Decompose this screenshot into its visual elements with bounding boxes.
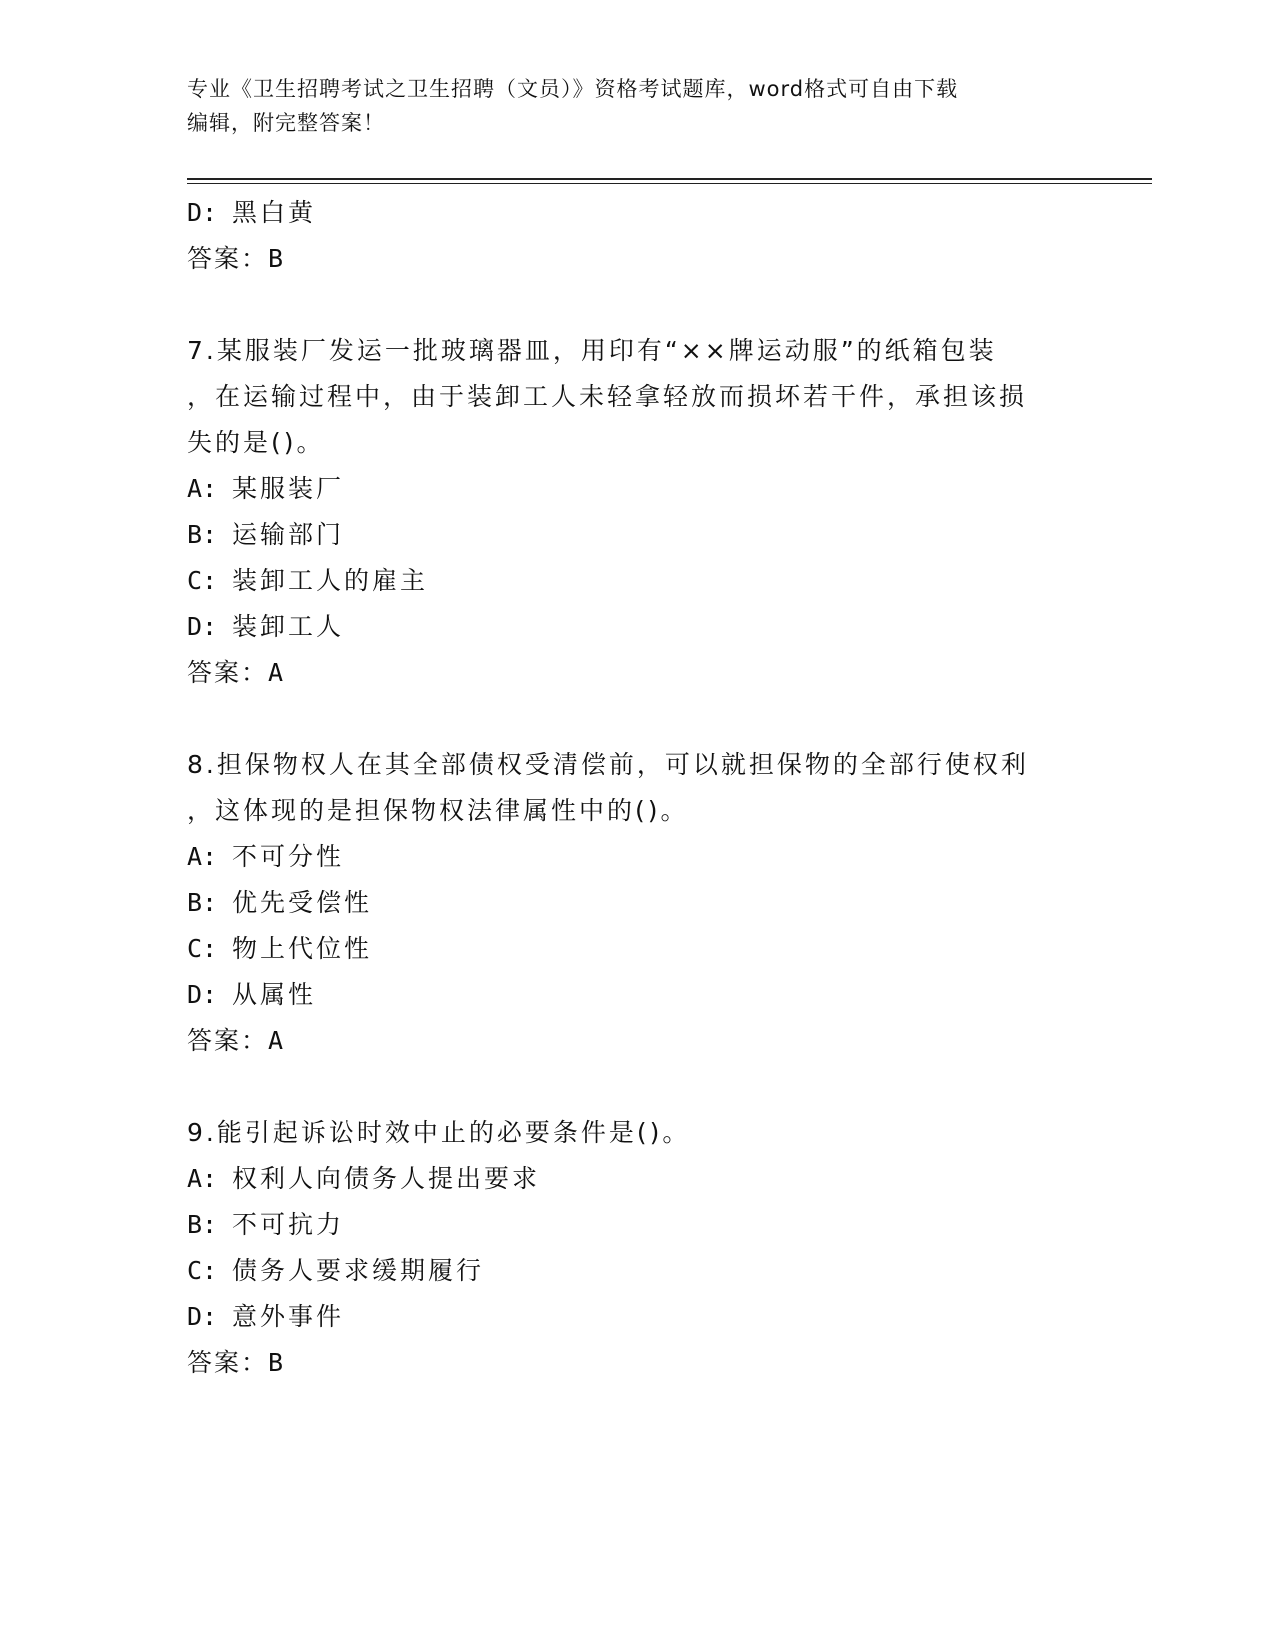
spacer [187, 282, 1087, 328]
option-row [187, 1294, 1087, 1340]
question-8 [187, 742, 1067, 834]
answer-label: 答案： [187, 1026, 269, 1055]
spacer [187, 1064, 1087, 1110]
option-row [187, 558, 1087, 604]
question-line: 失的是()。 [187, 428, 325, 457]
option-text: 优先受偿性 [232, 888, 373, 917]
option-key: D: [187, 198, 218, 227]
option-key: D: [187, 612, 218, 641]
option-row [187, 512, 1087, 558]
option-row [187, 1202, 1087, 1248]
question-7 [187, 328, 1067, 466]
option-key: C: [187, 566, 218, 595]
question-line: ，在运输过程中，由于装卸工人未轻拿轻放而损坏若干件，承担该损 [187, 382, 1028, 411]
option-row [187, 604, 1087, 650]
answer-row [187, 236, 1087, 282]
option-key: C: [187, 934, 218, 963]
option-text: 运输部门 [232, 520, 345, 549]
option-key: B: [187, 520, 218, 549]
option-row [187, 880, 1087, 926]
option-key: A: [187, 842, 218, 871]
option-text: 黑白黄 [232, 198, 317, 227]
page-header [187, 72, 1067, 140]
option-text: 债务人要求缓期履行 [232, 1256, 485, 1285]
option-row [187, 1156, 1087, 1202]
option-key: A: [187, 1164, 218, 1193]
spacer [187, 696, 1087, 742]
header-rule-thin [187, 183, 1152, 184]
option-text: 意外事件 [232, 1302, 345, 1331]
question-content [187, 190, 1087, 1386]
option-row [187, 834, 1087, 880]
option-key: B: [187, 1210, 218, 1239]
answer-label: 答案： [187, 1348, 269, 1377]
question-line: 9.能引起诉讼时效中止的必要条件是()。 [187, 1118, 691, 1147]
header-line-2: 编辑，附完整答案！ [187, 111, 385, 135]
question-line: ，这体现的是担保物权法律属性中的()。 [187, 796, 689, 825]
option-text: 物上代位性 [232, 934, 373, 963]
option-row [187, 972, 1087, 1018]
option-text: 不可抗力 [232, 1210, 345, 1239]
option-text: 权利人向债务人提出要求 [232, 1164, 541, 1193]
answer-label: 答案： [187, 658, 269, 687]
question-9 [187, 1110, 1067, 1156]
option-key: D: [187, 1302, 218, 1331]
option-row [187, 466, 1087, 512]
answer-value: B [268, 1348, 284, 1377]
header-rule-thick [187, 178, 1152, 180]
option-row [187, 190, 1087, 236]
option-text: 从属性 [232, 980, 317, 1009]
answer-value: B [268, 244, 284, 273]
option-text: 装卸工人 [232, 612, 345, 641]
option-text: 某服装厂 [232, 474, 345, 503]
option-text: 装卸工人的雇主 [232, 566, 429, 595]
answer-value: A [268, 1026, 284, 1055]
question-line: 7.某服装厂发运一批玻璃器皿，用印有“××牌运动服”的纸箱包装 [187, 336, 997, 365]
answer-row [187, 650, 1087, 696]
option-key: B: [187, 888, 218, 917]
option-key: A: [187, 474, 218, 503]
option-key: C: [187, 1256, 218, 1285]
question-line: 8.担保物权人在其全部债权受清偿前，可以就担保物的全部行使权利 [187, 750, 1029, 779]
answer-label: 答案： [187, 244, 269, 273]
option-key: D: [187, 980, 218, 1009]
header-line-1: 专业《卫生招聘考试之卫生招聘（文员）》资格考试题库，word格式可自由下载 [187, 77, 959, 101]
option-row [187, 926, 1087, 972]
answer-row [187, 1018, 1087, 1064]
option-row [187, 1248, 1087, 1294]
option-text: 不可分性 [232, 842, 345, 871]
answer-value: A [268, 658, 284, 687]
answer-row [187, 1340, 1087, 1386]
